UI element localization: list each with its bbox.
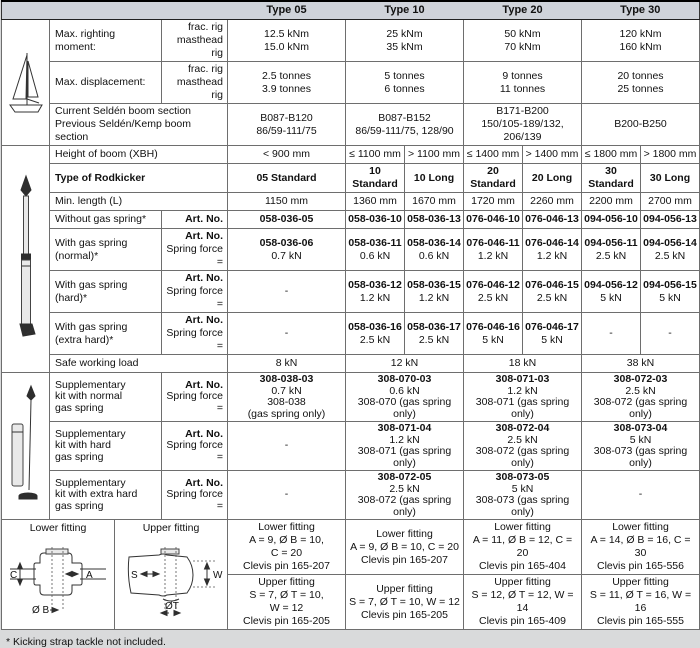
table-cell: With gas spring (extra hard)* <box>50 313 162 355</box>
table-cell: > 1100 mm <box>405 146 464 164</box>
table-cell: 1360 mm <box>346 193 405 211</box>
table-cell: 30 Long <box>641 164 700 193</box>
table-cell: - <box>228 471 346 520</box>
table-cell: - <box>228 313 346 355</box>
lower-fitting-diagram-cell: Lower fitting C A Ø B <box>2 520 115 630</box>
sailboat-icon-cell <box>2 20 50 146</box>
table-row <box>2 520 700 575</box>
table-row <box>2 271 700 313</box>
rodkicker-icon <box>13 174 39 344</box>
table-cell: 076-046-16 5 kN <box>464 313 523 355</box>
table-row <box>2 62 700 104</box>
table-row <box>2 104 700 146</box>
table-cell: Upper fitting S = 11, Ø T = 16, W = 16 Clevis pin 165-555 <box>582 575 700 630</box>
table-cell: 308-071-03 1.2 kN 308-071 (gas spring only) <box>464 373 582 422</box>
table-cell: Art. No. Spring force = <box>162 422 228 471</box>
table-cell: Supplementary kit with extra hard gas spring <box>50 471 162 520</box>
table-cell: Current Seldén boom section Previous Seldén/Kemp boom section <box>50 104 228 146</box>
table-cell: 058-036-13 <box>405 211 464 229</box>
table-cell: Max. righting moment: <box>50 20 162 62</box>
table-cell: 094-056-15 5 kN <box>641 271 700 313</box>
table-cell: Upper fitting S = 7, Ø T = 10, W = 12 Clevis pin 165-205 <box>346 575 464 630</box>
table-row <box>2 422 700 471</box>
gas-spring-kit-icon <box>4 382 48 510</box>
table-cell: 2260 mm <box>523 193 582 211</box>
dim-label-a: A <box>86 570 93 581</box>
footnote-kicking-strap: * Kicking strap tackle not included. <box>6 636 166 648</box>
table-cell: - <box>582 471 700 520</box>
table-cell: Type of Rodkicker <box>50 164 228 193</box>
table-cell: > 1800 mm <box>641 146 700 164</box>
table-cell: 076-046-14 1.2 kN <box>523 229 582 271</box>
table-cell: - <box>641 313 700 355</box>
table-cell: 9 tonnes 11 tonnes <box>464 62 582 104</box>
table-cell: 2700 mm <box>641 193 700 211</box>
table-row <box>2 471 700 520</box>
table-row <box>2 229 700 271</box>
dim-label-c: C <box>10 570 18 581</box>
table-cell: 076-046-11 1.2 kN <box>464 229 523 271</box>
table-cell: Supplementary kit with hard gas spring <box>50 422 162 471</box>
table-cell: 308-072-03 2.5 kN 308-072 (gas spring only) <box>582 373 700 422</box>
table-cell: 50 kNm 70 kNm <box>464 20 582 62</box>
table-cell: 5 tonnes 6 tonnes <box>346 62 464 104</box>
header-type-20: Type 20 <box>464 1 582 20</box>
rodkicker-spec-table <box>1 0 700 520</box>
table-row <box>2 20 700 62</box>
table-cell: 30 Standard <box>582 164 641 193</box>
table-cell: 058-036-06 0.7 kN <box>228 229 346 271</box>
table-cell: 058-036-16 2.5 kN <box>346 313 405 355</box>
table-cell: 2.5 tonnes 3.9 tonnes <box>228 62 346 104</box>
table-cell: 2200 mm <box>582 193 641 211</box>
table-row <box>2 1 700 20</box>
table-cell: 094-056-13 <box>641 211 700 229</box>
table-cell: 076-046-17 5 kN <box>523 313 582 355</box>
table-cell: Height of boom (XBH) <box>50 146 228 164</box>
table-cell: 25 kNm 35 kNm <box>346 20 464 62</box>
table-cell: 076-046-10 <box>464 211 523 229</box>
table-cell: With gas spring (normal)* <box>50 229 162 271</box>
dim-label-w: W <box>213 570 223 581</box>
fittings-table <box>1 519 700 630</box>
table-cell: 308-072-05 2.5 kN 308-072 (gas spring only) <box>346 471 464 520</box>
table-cell: 058-036-10 <box>346 211 405 229</box>
table-cell: 308-072-04 2.5 kN 308-072 (gas spring only) <box>464 422 582 471</box>
table-cell: 12.5 kNm 15.0 kNm <box>228 20 346 62</box>
table-cell: ≤ 1800 mm <box>582 146 641 164</box>
table-cell: 10 Standard <box>346 164 405 193</box>
table-cell: 05 Standard <box>228 164 346 193</box>
table-row <box>2 355 700 373</box>
table-cell: 058-036-05 <box>228 211 346 229</box>
table-cell: Without gas spring* <box>50 211 162 229</box>
table-cell: 094-056-10 <box>582 211 641 229</box>
table-cell: 308-038-03 0.7 kN 308-038 (gas spring only) <box>228 373 346 422</box>
table-cell: ≤ 1100 mm <box>346 146 405 164</box>
table-cell: 308-073-04 5 kN 308-073 (gas spring only) <box>582 422 700 471</box>
upper-fitting-diagram-cell: Upper fitting S W ØT <box>115 520 228 630</box>
table-cell: 120 kNm 160 kNm <box>582 20 700 62</box>
table-cell: B171-B200 150/105-189/132, 206/139 <box>464 104 582 146</box>
table-cell: 10 Long <box>405 164 464 193</box>
table-cell: < 900 mm <box>228 146 346 164</box>
table-cell: Upper fitting S = 12, Ø T = 12, W = 14 Clevis pin 165-409 <box>464 575 582 630</box>
header-type-05: Type 05 <box>228 1 346 20</box>
table-cell: 308-070-03 0.6 kN 308-070 (gas spring only) <box>346 373 464 422</box>
table-cell: 094-056-14 2.5 kN <box>641 229 700 271</box>
table-cell: 1670 mm <box>405 193 464 211</box>
table-cell: 308-071-04 1.2 kN 308-071 (gas spring only) <box>346 422 464 471</box>
table-row <box>2 146 700 164</box>
table-row <box>2 164 700 193</box>
header-type-10: Type 10 <box>346 1 464 20</box>
table-cell: B200-B250 <box>582 104 700 146</box>
table-cell: 20 Standard <box>464 164 523 193</box>
table-cell: 058-036-14 0.6 kN <box>405 229 464 271</box>
lower-fitting-diagram <box>6 535 110 621</box>
table-cell: Art. No. Spring force = <box>162 471 228 520</box>
upper-fitting-diagram <box>119 535 223 621</box>
table-cell: Lower fitting A = 9, Ø B = 10, C = 20 Clevis pin 165-207 <box>228 520 346 575</box>
table-row <box>2 193 700 211</box>
table-cell: - <box>582 313 641 355</box>
table-cell: - <box>228 271 346 313</box>
table-cell: 076-046-12 2.5 kN <box>464 271 523 313</box>
table-cell: 18 kN <box>464 355 582 373</box>
table-cell: 38 kN <box>582 355 700 373</box>
table-cell: 20 tonnes 25 tonnes <box>582 62 700 104</box>
table-cell: Lower fitting A = 9, Ø B = 10, C = 20 Clevis pin 165-207 <box>346 520 464 575</box>
table-row <box>2 211 700 229</box>
table-cell: 094-056-12 5 kN <box>582 271 641 313</box>
table-cell: With gas spring (hard)* <box>50 271 162 313</box>
dim-label-t: ØT <box>165 601 179 612</box>
table-cell: 1720 mm <box>464 193 523 211</box>
table-cell: frac. rig masthead rig <box>162 20 228 62</box>
table-cell: 20 Long <box>523 164 582 193</box>
table-cell: B087-B120 86/59-111/75 <box>228 104 346 146</box>
table-cell: 12 kN <box>346 355 464 373</box>
dim-label-s: S <box>131 570 138 581</box>
dim-label-b: Ø B <box>32 605 50 616</box>
table-row <box>2 373 700 422</box>
table-cell: frac. rig masthead rig <box>162 62 228 104</box>
table-cell: Max. displacement: <box>50 62 162 104</box>
table-cell: Art. No. <box>162 211 228 229</box>
table-cell: Art. No. Spring force = <box>162 229 228 271</box>
table-cell: 058-036-11 0.6 kN <box>346 229 405 271</box>
table-cell: 076-046-15 2.5 kN <box>523 271 582 313</box>
table-cell: Art. No. Spring force = <box>162 373 228 422</box>
table-cell: 1150 mm <box>228 193 346 211</box>
table-cell: ≤ 1400 mm <box>464 146 523 164</box>
table-cell: Safe working load <box>50 355 228 373</box>
table-cell: Lower fitting A = 11, Ø B = 12, C = 20 Clevis pin 165-404 <box>464 520 582 575</box>
rodkicker-icon-cell <box>2 146 50 373</box>
table-cell: 094-056-11 2.5 kN <box>582 229 641 271</box>
table-cell: Supplementary kit with normal gas spring <box>50 373 162 422</box>
table-cell: Lower fitting A = 14, Ø B = 16, C = 30 Clevis pin 165-556 <box>582 520 700 575</box>
gas-spring-kit-icon-cell <box>2 373 50 520</box>
header-corner <box>2 1 228 20</box>
table-cell: Upper fitting S = 7, Ø T = 10, W = 12 Clevis pin 165-205 <box>228 575 346 630</box>
table-cell: 308-073-05 5 kN 308-073 (gas spring only) <box>464 471 582 520</box>
table-cell: Min. length (L) <box>50 193 228 211</box>
table-cell: 058-036-15 1.2 kN <box>405 271 464 313</box>
table-cell: 058-036-12 1.2 kN <box>346 271 405 313</box>
table-cell: 076-046-13 <box>523 211 582 229</box>
table-cell: Art. No. Spring force = <box>162 271 228 313</box>
table-cell: - <box>228 422 346 471</box>
header-type-30: Type 30 <box>582 1 700 20</box>
table-cell: B087-B152 86/59-111/75, 128/90 <box>346 104 464 146</box>
table-cell: > 1400 mm <box>523 146 582 164</box>
table-cell: Art. No. Spring force = <box>162 313 228 355</box>
sailboat-icon <box>5 47 47 119</box>
table-cell: 058-036-17 2.5 kN <box>405 313 464 355</box>
table-row <box>2 313 700 355</box>
table-cell: 8 kN <box>228 355 346 373</box>
